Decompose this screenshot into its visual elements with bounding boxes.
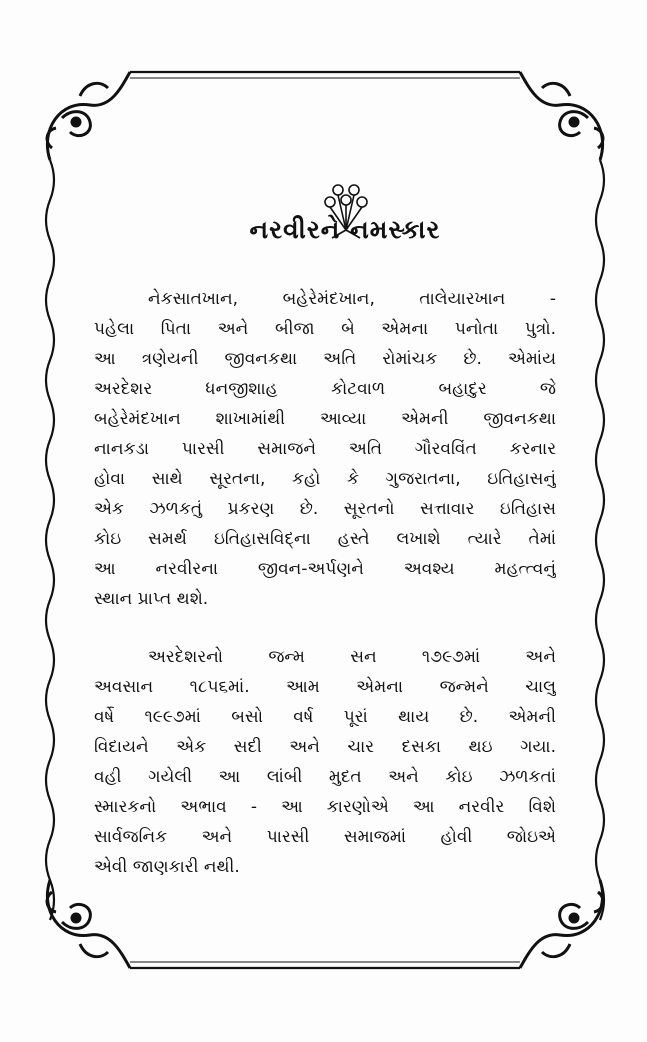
text-line: બહેરેમંદખાન શાખામાંથી આવ્યા એમની જીવનકથા (94, 409, 556, 429)
text-line: અરદેશરનો જન્મ સન ૧૭૯૭માં અને (148, 647, 556, 667)
text-line: અવસાન ૧૮૫૬માં. આમ એમના જન્મને ચાલુ (94, 677, 556, 697)
text-line: વહી ગયેલી આ લાંબી મુદત અને કોઇ ઝળકતાં (94, 767, 556, 787)
page-title: નરવીરને નમસ્કાર (249, 215, 441, 244)
corner-ornament-top-right (520, 72, 603, 160)
text-line: કોઇ સમર્થ ઇતિહાસવિદ્ના હસ્તે લખાશે ત્યારે તેમાં (94, 529, 556, 549)
text-line: હોવા સાથે સૂરતના, કહો કે ગુજરાતના, ઇતિહાસનું (94, 469, 556, 489)
text-line: આ નરવીરના જીવન-અર્પણને અવશ્ય મહત્ત્વનું (94, 559, 556, 579)
text-line: અરદેશર ધનજીશાહ કોટવાળ બહાદુર જે (94, 379, 556, 399)
corner-ornament-top-left (47, 72, 130, 160)
body-text (94, 284, 556, 910)
text-line: એક ઝળકતું પ્રકરણ છે. સૂરતનો સત્તાવાર ઇતિહાસ (94, 499, 556, 519)
text-line: આ ત્રણેયની જીવનકથા અતિ રોમાંચક છે. એમાંય (94, 349, 556, 369)
text-line: સ્થાન પ્રાપ્ત થશે. (94, 589, 209, 609)
text-line: નાનકડા પારસી સમાજને અતિ ગૌરવવિંત કરનાર (94, 439, 556, 459)
text-line: સાર્વજનિક અને પારસી સમાજમાં હોવી જોઇએ (94, 827, 556, 847)
text-line: પહેલા પિતા અને બીજા બે એમના પનોતા પુત્રો. (94, 319, 556, 339)
text-line: વર્ષે ૧૯૯૭માં બસો વર્ષ પૂરાં થાય છે. એમની (94, 707, 556, 727)
paragraph-1 (94, 284, 556, 614)
text-line: સ્મારકનો અભાવ - આ કારણોએ આ નરવીર વિશે (94, 797, 556, 817)
text-line: એવી જાણકારી નથી. (94, 857, 240, 877)
text-line: નેકસાતખાન, બહેરેમંદખાન, તાલેયારખાન - (148, 289, 556, 309)
paragraph-2 (94, 642, 556, 882)
text-line: વિદાયને એક સદી અને ચાર દસકા થઇ ગયા. (94, 737, 556, 757)
